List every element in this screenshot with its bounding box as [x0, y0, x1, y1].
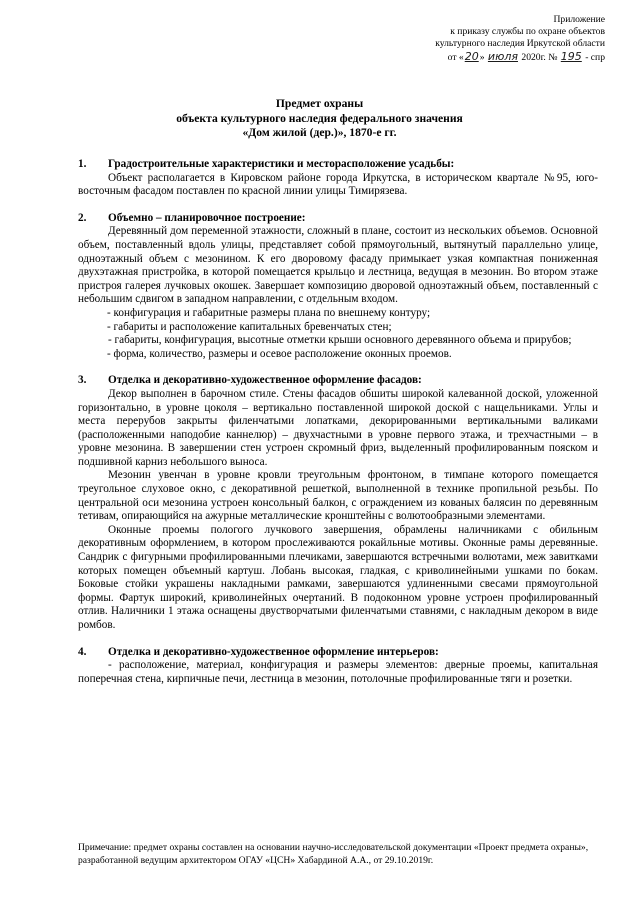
section-heading: [78, 646, 598, 660]
section-heading-text: Отделка и декоративно-художественное оформление фасадов:: [108, 374, 422, 387]
date-suffix: - спр: [585, 51, 605, 63]
section-number: 1.: [78, 158, 87, 170]
list-item: - габариты и расположение капитальных бревенчатых стен;: [107, 320, 392, 333]
appendix-title: Приложение: [553, 14, 605, 25]
section-number: 2.: [78, 211, 87, 224]
paragraph: Объект располагается в Кировском районе города Иркутска, в историческом квартале №95, юго-восточным фасадом поставлен по красной линии улицы Тимирязева.: [78, 171, 598, 198]
paragraph: Оконные проемы пологого лучкового завершения, обрамлены наличниками с обильным декоративным оформлением, в котором прослеживаются рокайльные мотивы. Оконные рамы деревянные. Сандрик с фигурными профилированными плечиками, завершаются встречными волютами, меж завитками которых помещен объемный картуш. Лобань высокая, гладкая, с криволинейными ушками по бокам. Боковые стойки украшены накладными рамками, завершаются удлиненными свесами прямоугольной формы. Фартук широкий, криволинейных очертаний. В подоконном уровне устроен профилированный отлив. Наличники 1 этажа оснащены двустворчатыми филенчатыми ставнями, с накладным декором в виде ромбов.: [78, 523, 598, 631]
list-item: - форма, количество, размеры и осевое расположение оконных проемов.: [107, 347, 452, 360]
paragraph: Декор выполнен в барочном стиле. Стены фасадов обшиты широкой калеванной доской, уложенной горизонтально, в уровне цоколя – вертикально поставленной широкой доской с нащельниками. Углы и места перерубов закрыты филенчатыми лопатками, декорированными вертикальными валиками (расположенными наподобие каннелюр) – двухчастными в уровне первого этажа, и трехчастными – в уровне мезонина. В завершении стен устроен скромный фриз, выделенный профилированным пояском и подшивной карниз небольшого выноса.: [78, 387, 598, 468]
section-heading-text: Градостроительные характеристики и месторасположение усадьбы:: [108, 158, 455, 170]
date-mid: »: [479, 51, 485, 63]
appendix-order-line: к приказу службы по охране объектов: [450, 26, 605, 38]
appendix-date-line: [435, 51, 605, 64]
doc-number-handwritten: 195: [560, 49, 582, 63]
title-line-3: «Дом жилой (дер.)», 1870-е гг.: [242, 126, 397, 140]
appendix-authority-line: культурного наследия Иркутской области: [435, 38, 605, 50]
section-number: 3.: [78, 374, 87, 387]
paragraph: Деревянный дом переменной этажности, сложный в плане, состоит из нескольких объемов. Основной объем, поставленный вдоль улицы, представляет собой прямоугольный, вытянутый параллельно улице, одноэтажный объем с мезонином. К его дворовому фасаду примыкает узкая компактная пониженная двухэтажная пристройка, в которой помещается крыльцо и лестница, ведущая в мезонин. Во втором этаже пристроя галерея лучковых окошек. Завершает композицию дворовой одноэтажный объем, поставленный с небольшим сдвигом в западном направлении, с отдельным входом.: [78, 225, 598, 306]
section-3: [78, 374, 598, 632]
footnote: Примечание: предмет охраны составлен на основании научно-исследовательской документации «Проект предмета охраны», разработанной ведущим архитектором ОГАУ «ЦСН» Хабардиной А.А., от 29.10.2019г.: [78, 842, 589, 867]
section-heading-text: Объемно – планировочное построение:: [108, 211, 306, 224]
section-heading: [78, 158, 598, 172]
paragraph: - расположение, материал, конфигурация и размеры элементов: дверные проемы, капитальная поперечная стена, кирпичные печи, лестница в мезонин, потолочные профилированные тяги и розетки.: [78, 659, 598, 685]
appendix-header: [435, 14, 605, 64]
section-4: [78, 646, 598, 687]
list-item: - габариты, конфигурация, высотные отметки крыши основного деревянного объема и прирубов;: [108, 334, 572, 347]
date-day-handwritten: 20: [464, 49, 479, 63]
paragraph: Мезонин увенчан в уровне кровли треугольным фронтоном, в тимпане которого помещается треугольное слуховое окно, с декоративной решеткой, выполненной в технике пропильной резьбы. По центральной оси мезонина устроен консольный балкон, с ограждением из кованых балясин по деревянным тетивам, опирающийся на ажурные металлические кронштейны с волютообразными элементами.: [78, 469, 598, 523]
date-month-handwritten: июля: [487, 49, 518, 63]
section-heading-text: Отделка и декоративно-художественное оформление интерьеров:: [108, 645, 439, 658]
title-line-2: объекта культурного наследия федерального значения: [176, 111, 463, 125]
list-item: - конфигурация и габаритные размеры плана по внешнему контуру;: [107, 306, 431, 319]
section-number: 4.: [78, 645, 87, 658]
title-line-1: Предмет охраны: [275, 97, 364, 110]
date-prefix: от «: [447, 51, 464, 63]
section-2: [78, 212, 598, 362]
date-year: 2020г. №: [521, 51, 558, 63]
section-1: [78, 158, 598, 199]
document-body: [78, 158, 598, 699]
section-heading: [78, 374, 598, 388]
document-title: [0, 97, 639, 141]
section-heading: [78, 212, 598, 226]
